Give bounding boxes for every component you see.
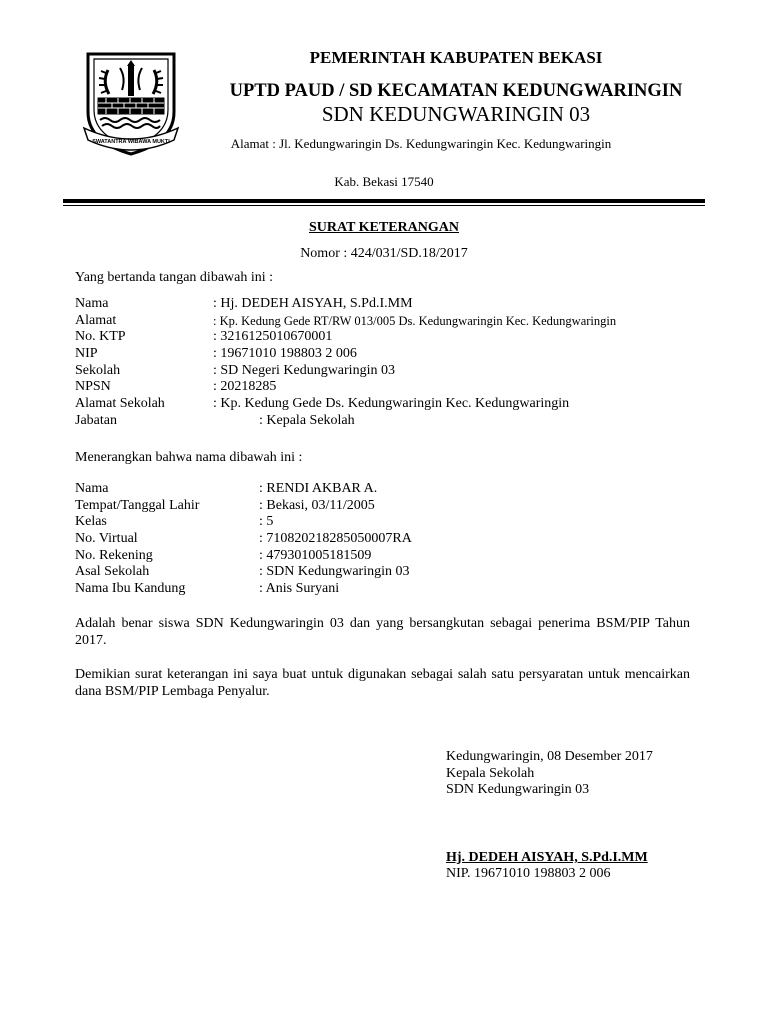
school-address: Alamat : Jl. Kedungwaringin Ds. Kedungwaringin Kec. Kedungwaringin [230,136,612,151]
field-label: Asal Sekolah [75,564,150,580]
unit-name: UPTD PAUD / SD KECAMATAN KEDUNGWARINGIN [229,81,683,101]
signer-name: Hj. DEDEH AISYAH, S.Pd.I.MM [446,850,648,865]
signature-block [446,749,653,799]
field-value: : Hj. DEDEH AISYAH, S.Pd.I.MM [213,296,413,311]
field-value: : 3216125010670001 [213,329,333,345]
letterhead-divider-thick [63,199,705,203]
field-label: Nama [75,481,109,496]
field-value: : SDN Kedungwaringin 03 [259,564,410,580]
field-value: : Bekasi, 03/11/2005 [259,497,375,513]
field-label: No. Rekening [75,547,153,563]
field-label: Nama Ibu Kandung [75,581,186,597]
statement-paragraph: Adalah benar siswa SDN Kedungwaringin 03 dan yang bersangkutan sebagai penerima BSM/PIP Tahun 2017. [75,616,690,648]
logo-motto: SWATANTRA WIBAWA MUKTI [92,139,170,145]
signer-nip: NIP. 19671010 198803 2 006 [446,866,611,881]
document-title: SURAT KETERANGAN [308,220,459,235]
field-value: : 5 [259,514,274,530]
signer-position: Kepala Sekolah [446,765,535,781]
field-label: No. KTP [75,329,126,345]
field-value: : RENDI AKBAR A. [259,481,378,496]
government-name: PEMERINTAH KABUPATEN BEKASI [309,48,603,67]
field-label: Nama [75,296,109,311]
field-label: Alamat Sekolah [75,396,165,412]
field-value: : SD Negeri Kedungwaringin 03 [213,362,395,378]
field-label: Tempat/Tanggal Lahir [75,497,200,513]
field-label: No. Virtual [75,531,138,547]
field-label: Alamat [75,312,117,328]
school-name: SDN KEDUNGWARINGIN 03 [321,102,591,126]
letterhead-divider-thin [63,205,705,206]
field-value: : Kp. Kedung Gede RT/RW 013/005 Ds. Kedungwaringin Kec. Kedungwaringin [213,313,617,328]
intro2-text: Menerangkan bahwa nama dibawah ini : [75,450,303,465]
intro-text: Yang bertanda tangan dibawah ini : [75,270,274,285]
field-label: Sekolah [75,362,121,378]
field-label: Kelas [75,514,107,530]
field-value: : Anis Suryani [259,581,340,597]
field-value: : 479301005181509 [259,547,372,563]
field-value: : Kp. Kedung Gede Ds. Kedungwaringin Kec. Kedungwaringin [213,396,570,412]
place-date: Kedungwaringin, 08 Desember 2017 [446,749,653,764]
closing-paragraph: Demikian surat keterangan ini saya buat untuk digunakan sebagai salah satu persyaratan untuk mencairkan dana BSM/PIP Lembaga Penyalur. [75,667,690,699]
field-label: NIP [75,346,98,362]
field-value: : 20218285 [213,379,277,395]
signer-school: SDN Kedungwaringin 03 [446,782,590,798]
field-value: : 19671010 198803 2 006 [213,346,357,362]
field-label: Jabatan [75,412,117,428]
field-label: NPSN [75,379,111,395]
field-value: : Kepala Sekolah [259,412,355,428]
city-postal: Kab. Bekasi 17540 [334,174,434,189]
field-value: : 710820218285050007RA [259,531,412,547]
document-number: Nomor : 424/031/SD.18/2017 [300,246,468,261]
